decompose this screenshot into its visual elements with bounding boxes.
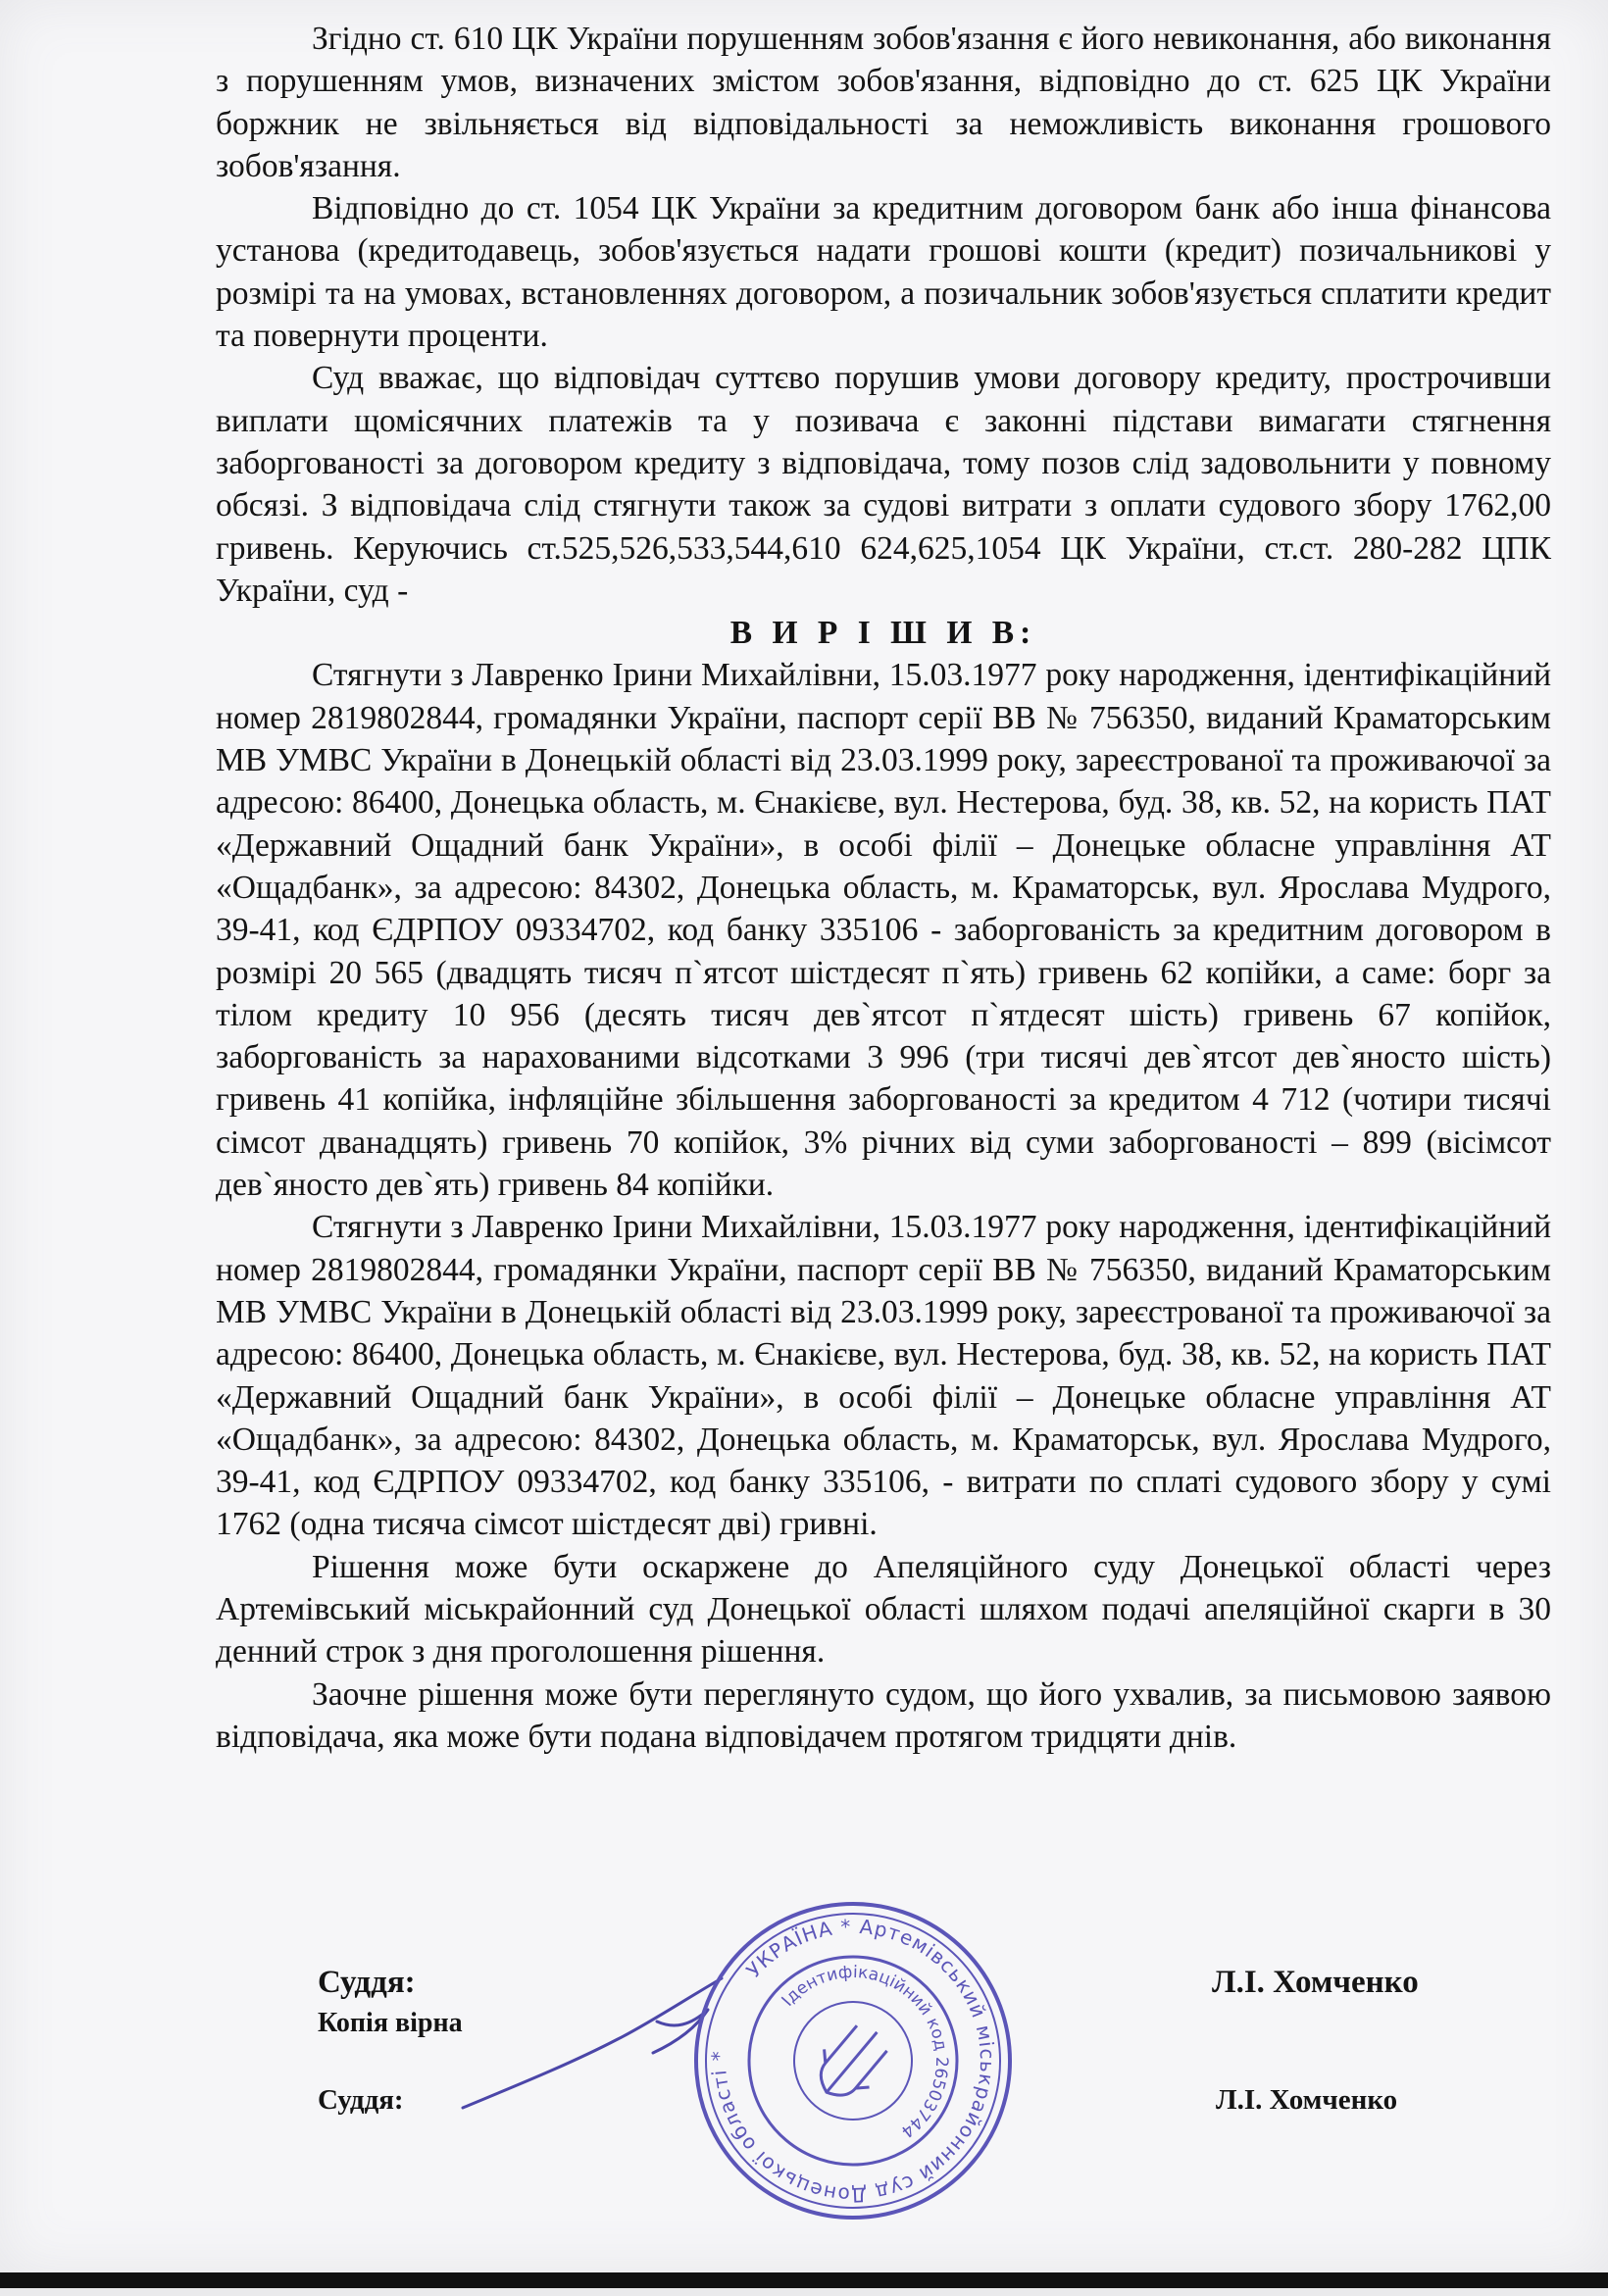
paragraph-article-610: Згідно ст. 610 ЦК України порушенням зобов'язання є його невиконання, або виконання з порушенням умов, визначених змістом зобов'язання, відповідно до ст. 625 ЦК України боржник не звільняється від відповідальності за неможливість виконання грошового зобов'язання. — [216, 21, 1551, 184]
judge-label-2: Суддя: — [318, 2084, 404, 2116]
paragraph-debt-recovery: Стягнути з Лавренко Ірини Михайлівни, 15.03.1977 року народження, ідентифікаційний номер 2819802844, громадянки України, паспорт серії ВВ № 756350, виданий Краматорським МВ УМВС України в Донецькій області від 23.03.1999 року, зареєстрованої та проживаючої за адресою: 86400, Донецька область, м. Єнакієве, вул. Нестерова, буд. 38, кв. 52, на користь ПАТ «Державний Ощадний банк України», в особі філії – Донецьке обласне управління АТ «Ощадбанк», за адресою: 84302, Донецька область, м. Краматорськ, вул. Ярослава Мудрого, 39-41, код ЄДРПОУ 09334702, код банку 335106 - заборгованість за кредитним договором в розмірі 20 565 (двадцять тисяч п`ятсот шістдесят п`ять) гривень 62 копійки, а саме: борг за тілом кредиту 10 956 (десять тисяч дев`ятсот п`ятдесят шість) гривень 67 копійок, заборгованість за нарахованими відсотками 3 996 (три тисячі дев`ятсот дев`яносто шість) гривень 41 копійка, інфляційне збільшення заборгованості за кредитом 4 712 (чотири тисячі сімсот дванадцять) гривень 70 копійок, 3% річних від суми заборгованості – 899 (вісімсот дев`яносто дев`ять) гривень 84 копійки. — [216, 657, 1551, 1204]
court-seal — [618, 1825, 1087, 2295]
document-body — [216, 18, 1551, 1758]
judge-label-1: Суддя: — [318, 1965, 416, 2000]
paragraph-appeal: Рішення може бути оскаржене до Апеляційного суду Донецької області через Артемівський міськрайонний суд Донецької області шляхом подачі апеляційної скарги в 30 денний строк з дня проголошення рішення. — [216, 1548, 1551, 1671]
seal-inner-text: Ідентифікаційний код 26503744 — [778, 1962, 952, 2142]
seal-outer-text: УКРАЇНА * Артемівський міськрайонний суд Донецької області * — [706, 1914, 1000, 2208]
decision-heading: В И Р І Ш И В: — [729, 615, 1037, 652]
judge-name-1: Л.І. Хомченко — [1212, 1965, 1419, 2000]
scan-bottom-edge — [0, 2272, 1608, 2288]
paragraph-court-fee-recovery: Стягнути з Лавренко Ірини Михайлівни, 15.03.1977 року народження, ідентифікаційний номер 2819802844, громадянки України, паспорт серії ВВ № 756350, виданий Краматорським МВ УМВС України в Донецькій області від 23.03.1999 року, зареєстрованої та проживаючої за адресою: 86400, Донецька область, м. Єнакієве, вул. Нестерова, буд. 38, кв. 52, на користь ПАТ «Державний Ощадний банк України», в особі філії – Донецьке обласне управління АТ «Ощадбанк», за адресою: 84302, Донецька область, м. Краматорськ, вул. Ярослава Мудрого, 39-41, код ЄДРПОУ 09334702, код банку 335106, - витрати по сплаті судового збору у сумі 1762 (одна тисяча сімсот шістдесят дві) гривні. — [216, 1209, 1551, 1543]
paragraph-review: Заочне рішення може бути переглянуто судом, що його ухвалив, за письмовою заявою відповідача, яка може бути подана відповідачем протягом тридцяти днів. — [216, 1675, 1551, 1755]
trident-icon — [804, 2014, 899, 2112]
paragraph-article-1054: Відповідно до ст. 1054 ЦК України за кредитним договором банк або інша фінансова установа (кредитодавець, зобов'язується надати грошові кошти (кредит) позичальникові у розмірі та на умовах, встановленнях договором, а позичальник зобов'язується сплатити кредит та повернути проценти. — [216, 190, 1551, 355]
copy-certified-note: Копія вірна — [318, 2008, 463, 2038]
judge-name-2: Л.І. Хомченко — [1216, 2084, 1398, 2116]
paragraph-court-finding: Суд вважає, що відповідач суттєво порушив умови договору кредиту, прострочивши виплати щомісячних платежів та у позивача є законні підстави вимагати стягнення заборгованості за договором кредиту з відповідача, тому позов слід задовольнити у повному обсязі. З відповідача слід стягнути також за судові витрати з оплати судового збору 1762,00 гривень. Керуючись ст.525,526,533,544,610 624,625,1054 ЦК України, ст.ст. 280-282 ЦПК України, суд - — [216, 360, 1551, 609]
